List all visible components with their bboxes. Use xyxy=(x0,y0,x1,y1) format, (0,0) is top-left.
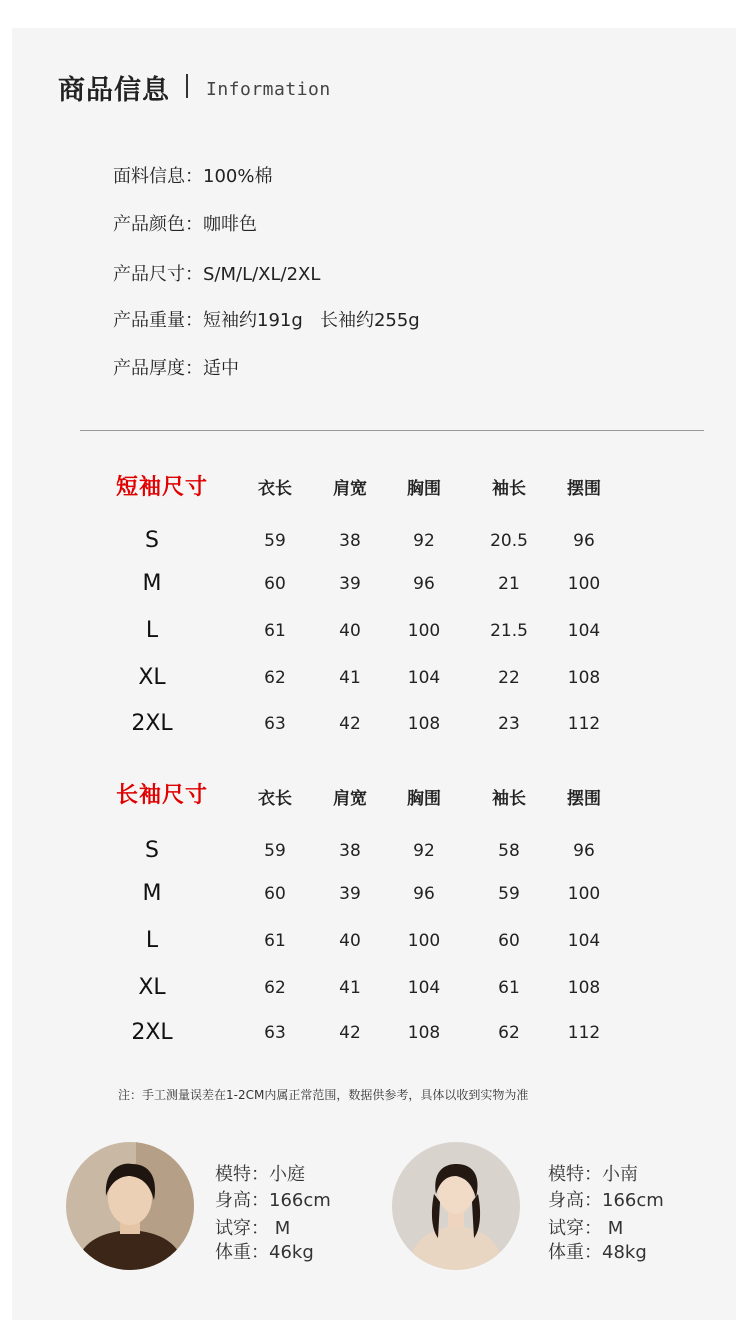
info-value: S/M/L/XL/2XL xyxy=(203,264,321,285)
size-label: M xyxy=(142,571,162,596)
table-cell: 42 xyxy=(339,1023,361,1043)
table-cell: 38 xyxy=(339,841,361,861)
table-cell: 108 xyxy=(567,978,601,998)
model-photo-2 xyxy=(392,1142,520,1270)
table-cell: 104 xyxy=(407,978,441,998)
size-label: XL xyxy=(138,975,166,1000)
column-header: 袖长 xyxy=(492,479,526,499)
table-cell: 21.5 xyxy=(490,621,528,641)
table-cell: 96 xyxy=(413,884,435,904)
table-cell: 63 xyxy=(264,714,286,734)
size-label: L xyxy=(145,618,159,643)
model-photo-1 xyxy=(66,1142,194,1270)
table-cell: 59 xyxy=(264,531,286,551)
size-label: 2XL xyxy=(131,1020,173,1045)
title-divider xyxy=(186,74,188,98)
table-cell: 63 xyxy=(264,1023,286,1043)
info-row-color xyxy=(113,210,257,236)
measurement-note: 注：手工测量误差在1-2CM内属正常范围，数据供参考，具体以收到实物为准 xyxy=(118,1088,529,1102)
table-cell: 60 xyxy=(264,574,286,594)
size-label: S xyxy=(145,528,159,553)
long-sleeve-table-title: 长袖尺寸 xyxy=(116,783,209,808)
info-label: 产品尺寸： xyxy=(113,264,203,285)
table-cell: 104 xyxy=(567,931,601,951)
size-label: S xyxy=(145,838,159,863)
table-cell: 39 xyxy=(339,884,361,904)
info-row-fabric xyxy=(113,162,272,188)
size-label: 2XL xyxy=(131,711,173,736)
table-cell: 96 xyxy=(413,574,435,594)
table-cell: 23 xyxy=(498,714,520,734)
table-cell: 38 xyxy=(339,531,361,551)
table-cell: 61 xyxy=(264,621,286,641)
model-2-height: 身高：166cm xyxy=(548,1190,664,1211)
model-portrait-2-icon xyxy=(392,1142,520,1270)
size-label: L xyxy=(145,928,159,953)
table-cell: 39 xyxy=(339,574,361,594)
table-cell: 62 xyxy=(498,1023,520,1043)
model-1-size: 试穿： M xyxy=(215,1218,291,1239)
column-header: 衣长 xyxy=(258,479,292,499)
model-2-size: 试穿： M xyxy=(548,1218,624,1239)
page-subtitle: Information xyxy=(206,79,331,100)
info-label: 产品颜色： xyxy=(113,214,203,235)
table-cell: 41 xyxy=(339,668,361,688)
table-cell: 112 xyxy=(567,714,601,734)
table-cell: 108 xyxy=(567,668,601,688)
table-cell: 112 xyxy=(567,1023,601,1043)
table-cell: 100 xyxy=(567,884,601,904)
table-cell: 42 xyxy=(339,714,361,734)
section-divider xyxy=(80,430,704,431)
table-cell: 104 xyxy=(407,668,441,688)
model-2-name: 模特：小南 xyxy=(548,1164,638,1185)
size-label: XL xyxy=(138,665,166,690)
column-header: 摆围 xyxy=(567,479,601,499)
table-cell: 100 xyxy=(407,931,441,951)
table-cell: 41 xyxy=(339,978,361,998)
info-row-size xyxy=(113,260,320,286)
table-cell: 100 xyxy=(407,621,441,641)
info-row-thickness xyxy=(113,354,239,380)
table-cell: 61 xyxy=(264,931,286,951)
table-cell: 104 xyxy=(567,621,601,641)
column-header: 衣长 xyxy=(258,789,292,809)
table-cell: 108 xyxy=(407,714,441,734)
table-cell: 62 xyxy=(264,978,286,998)
table-cell: 61 xyxy=(498,978,520,998)
column-header: 胸围 xyxy=(407,479,441,499)
table-cell: 62 xyxy=(264,668,286,688)
model-portrait-1-icon xyxy=(66,1142,194,1270)
column-header: 摆围 xyxy=(567,789,601,809)
table-cell: 96 xyxy=(573,531,595,551)
column-header: 胸围 xyxy=(407,789,441,809)
column-header: 肩宽 xyxy=(333,479,367,499)
table-cell: 58 xyxy=(498,841,520,861)
short-sleeve-table-title: 短袖尺寸 xyxy=(116,475,209,500)
model-1-weight: 体重：46kg xyxy=(215,1242,314,1263)
page-title: 商品信息 xyxy=(58,75,170,106)
table-cell: 59 xyxy=(264,841,286,861)
table-cell: 40 xyxy=(339,931,361,951)
table-cell: 92 xyxy=(413,841,435,861)
table-cell: 108 xyxy=(407,1023,441,1043)
table-cell: 21 xyxy=(498,574,520,594)
table-cell: 40 xyxy=(339,621,361,641)
info-row-weight xyxy=(113,306,420,332)
table-cell: 100 xyxy=(567,574,601,594)
info-label: 产品厚度： xyxy=(113,358,203,379)
model-1-name: 模特：小庭 xyxy=(215,1164,305,1185)
table-cell: 60 xyxy=(264,884,286,904)
table-cell: 92 xyxy=(413,531,435,551)
table-cell: 96 xyxy=(573,841,595,861)
column-header: 袖长 xyxy=(492,789,526,809)
column-header: 肩宽 xyxy=(333,789,367,809)
info-label: 产品重量： xyxy=(113,310,203,331)
info-value: 适中 xyxy=(203,358,239,379)
size-label: M xyxy=(142,881,162,906)
table-cell: 59 xyxy=(498,884,520,904)
info-value: 短袖约191g 长袖约255g xyxy=(203,310,420,331)
info-value: 咖啡色 xyxy=(203,214,257,235)
model-1-height: 身高：166cm xyxy=(215,1190,331,1211)
table-cell: 20.5 xyxy=(490,531,528,551)
model-2-weight: 体重：48kg xyxy=(548,1242,647,1263)
info-value: 100%棉 xyxy=(203,166,273,187)
info-label: 面料信息： xyxy=(113,166,203,187)
table-cell: 22 xyxy=(498,668,520,688)
table-cell: 60 xyxy=(498,931,520,951)
